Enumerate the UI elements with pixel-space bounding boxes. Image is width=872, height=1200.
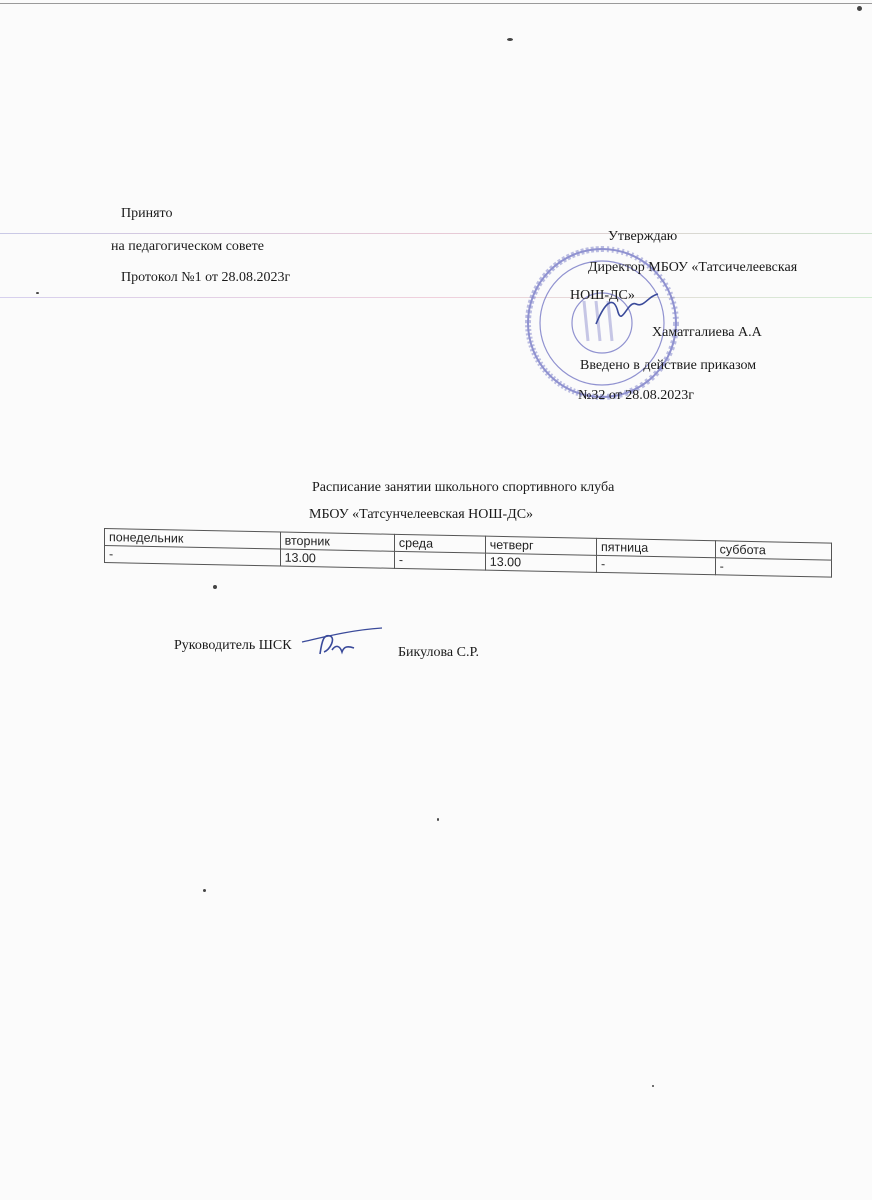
schedule-title: Расписание занятии школьного спортивного клуба [312,480,615,495]
approve-label: Утверждаю [608,229,678,244]
school-label: НОШ-ДС» [570,288,635,303]
table-cell: 13.00 [280,549,394,568]
council-label: на педагогическом совете [111,239,264,254]
club-head-name: Бикулова С.Р. [398,645,480,660]
director-name: Хаматгалиева А.А [652,325,762,340]
table-cell: - [597,555,716,574]
scan-speck [36,292,39,294]
table-cell: - [394,551,485,570]
scan-artifact-line [0,233,872,234]
scan-speck [203,889,206,892]
table-header-cell: четверг [485,536,596,555]
protocol-label: Протокол №1 от 28.08.2023г [121,270,291,285]
table-header-cell: пятница [597,538,716,557]
table-header-cell: вторник [280,532,394,551]
club-head-label: Руководитель ШСК [174,638,292,653]
scan-speck [213,585,217,589]
scan-speck [437,818,439,821]
club-head-signature [300,624,384,664]
scan-speck [507,38,513,41]
scan-artifact-line [0,3,872,4]
scan-artifact-line [0,297,872,298]
table-cell: 13.00 [485,553,596,572]
table-header-cell: суббота [715,541,831,560]
schedule-table [104,528,832,578]
table-cell: - [715,558,831,577]
scan-speck [652,1085,654,1087]
table-header-cell: среда [394,534,485,553]
director-label: Директор МБОУ «Татсичелеевская [588,260,798,275]
director-signature [592,290,662,330]
accepted-label: Принято [121,206,173,221]
order-label: №32 от 28.08.2023г [578,388,695,403]
table-header-cell: понедельник [105,529,281,550]
enacted-label: Введено в действие приказом [580,358,757,373]
scan-speck [857,6,862,11]
table-cell: - [105,546,281,567]
schedule-subtitle: МБОУ «Татсунчелеевская НОШ-ДС» [309,507,534,522]
